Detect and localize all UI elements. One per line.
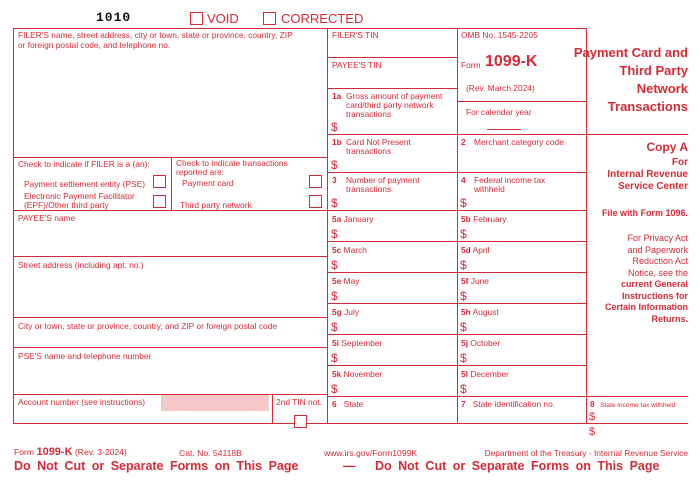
box1b-line: Card Not Present bbox=[346, 137, 411, 147]
month-field[interactable] bbox=[471, 258, 584, 271]
footer-warning-left: Do Not Cut or Separate Forms on This Page bbox=[14, 459, 299, 473]
payee-tin-label: PAYEE'S TIN bbox=[332, 60, 382, 70]
month-name: February bbox=[473, 214, 507, 224]
month-box-label bbox=[461, 277, 489, 286]
box4-dollar: $ bbox=[460, 196, 467, 210]
month-dollar: $ bbox=[331, 320, 338, 334]
month-num: 5a bbox=[332, 214, 342, 224]
box2-field[interactable] bbox=[460, 150, 584, 171]
box4-line: withheld bbox=[474, 184, 505, 194]
void-checkbox[interactable] bbox=[190, 12, 203, 25]
footer-dash: — bbox=[343, 459, 356, 473]
month-field[interactable] bbox=[342, 320, 455, 333]
month-num: 5k bbox=[332, 369, 342, 379]
month-box-label bbox=[332, 308, 359, 317]
box3-line: transactions bbox=[346, 184, 392, 194]
month-name: August bbox=[472, 307, 499, 317]
month-box-label bbox=[332, 277, 359, 286]
tin2-checkbox[interactable] bbox=[294, 415, 307, 428]
trans-check-line: Check to indicate transactions bbox=[176, 158, 288, 168]
footer-form-number: 1099-K bbox=[36, 446, 73, 458]
month-name: May bbox=[343, 276, 360, 286]
box7-label bbox=[461, 400, 555, 409]
copy-irs: Internal Revenue bbox=[607, 169, 688, 180]
box8-text: State income tax withheld bbox=[600, 402, 676, 409]
footer-warning-right: Do Not Cut or Separate Forms on This Page bbox=[375, 459, 660, 473]
month-box-label bbox=[332, 215, 373, 224]
month-dollar: $ bbox=[331, 289, 338, 303]
box1b-line: transactions bbox=[346, 146, 392, 156]
box1a-line: card/third party network bbox=[346, 100, 434, 110]
calendar-year-label: For calendar year bbox=[466, 107, 532, 117]
corrected-label: CORRECTED bbox=[281, 11, 364, 26]
pse-name-field[interactable] bbox=[14, 363, 326, 393]
month-name: December bbox=[470, 369, 509, 379]
box1a-line: transactions bbox=[346, 109, 392, 119]
month-box-label bbox=[332, 246, 367, 255]
month-field[interactable] bbox=[471, 382, 584, 395]
month-box-label bbox=[461, 370, 509, 379]
month-box-label bbox=[461, 246, 489, 255]
month-dollar: $ bbox=[460, 351, 467, 365]
month-num: 5j bbox=[461, 338, 468, 348]
box3-num: 3 bbox=[332, 175, 337, 185]
third-party-label: Third party network bbox=[180, 200, 252, 210]
box8-dollar-2: $ bbox=[589, 426, 596, 438]
month-field[interactable] bbox=[342, 382, 455, 395]
month-name: July bbox=[344, 307, 360, 317]
box6-label bbox=[332, 400, 363, 409]
city-field[interactable] bbox=[14, 333, 326, 346]
month-dollar: $ bbox=[331, 258, 338, 272]
month-box-label bbox=[461, 215, 507, 224]
copy-notice-bold: current General bbox=[620, 279, 688, 289]
omb-number: OMB No. 1545-2205 bbox=[461, 30, 538, 40]
form-number: 1099-K bbox=[485, 53, 538, 70]
month-name: March bbox=[343, 245, 367, 255]
box1a-num: 1a bbox=[332, 91, 342, 101]
box3-label bbox=[346, 176, 420, 194]
month-name: January bbox=[343, 214, 374, 224]
copy-file: File with Form 1096. bbox=[601, 208, 688, 218]
box2-num: 2 bbox=[461, 137, 466, 147]
void-label: VOID bbox=[207, 11, 239, 26]
box4-field[interactable] bbox=[471, 196, 584, 209]
tin2-label: 2nd TIN not. bbox=[276, 397, 322, 407]
corrected-checkbox[interactable] bbox=[263, 12, 276, 25]
box1b-dollar: $ bbox=[331, 158, 338, 172]
form-title bbox=[530, 44, 688, 116]
state-id-field[interactable] bbox=[458, 410, 585, 422]
revision-label: (Rev. March 2024) bbox=[466, 83, 535, 93]
copy-notice: For Privacy Act bbox=[627, 233, 688, 243]
month-field[interactable] bbox=[342, 227, 455, 240]
month-num: 5d bbox=[461, 245, 471, 255]
state-tax-field-2[interactable] bbox=[599, 425, 687, 437]
pse-label: Payment settlement entity (PSE) bbox=[24, 179, 146, 189]
account-label: Account number (see instructions) bbox=[18, 397, 146, 407]
street-field[interactable] bbox=[14, 272, 326, 316]
pse-name-label: PSE'S name and telephone number bbox=[18, 351, 152, 361]
month-dollar: $ bbox=[331, 227, 338, 241]
filer-label-2: or foreign postal code, and telephone no. bbox=[18, 40, 171, 50]
footer-revision: (Rev. 3-2024) bbox=[74, 447, 127, 457]
calendar-year-field[interactable] bbox=[487, 118, 521, 129]
month-field[interactable] bbox=[471, 227, 584, 240]
state-tax-divider bbox=[599, 423, 688, 424]
epf-checkbox[interactable] bbox=[153, 195, 166, 208]
box3-number bbox=[332, 176, 337, 185]
pse-checkbox[interactable] bbox=[153, 175, 166, 188]
month-name: September bbox=[341, 338, 383, 348]
month-num: 5e bbox=[332, 276, 342, 286]
month-dollar: $ bbox=[460, 258, 467, 272]
epf-line: Electronic Payment Facilitator bbox=[24, 191, 135, 201]
box4-number bbox=[461, 176, 466, 185]
copy-notice: Notice, see the bbox=[627, 267, 688, 278]
month-name: November bbox=[343, 369, 383, 379]
title-line: Transactions bbox=[607, 99, 688, 114]
state-field[interactable] bbox=[328, 410, 456, 422]
box2-label: Merchant category code bbox=[474, 137, 564, 147]
third-party-checkbox[interactable] bbox=[309, 195, 322, 208]
box1a-dollar: $ bbox=[331, 120, 338, 134]
month-name: April bbox=[472, 245, 490, 255]
title-line: Network bbox=[636, 81, 688, 96]
box6-num: 6 bbox=[332, 399, 337, 409]
month-dollar: $ bbox=[460, 382, 467, 396]
month-box-label bbox=[461, 308, 499, 317]
month-num: 5h bbox=[461, 307, 471, 317]
month-field[interactable] bbox=[471, 320, 584, 333]
filer-tin-field[interactable] bbox=[328, 42, 456, 56]
month-num: 5g bbox=[332, 307, 342, 317]
month-box-label bbox=[461, 339, 500, 348]
month-dollar: $ bbox=[331, 351, 338, 365]
box7-num: 7 bbox=[461, 399, 466, 409]
trans-check-label bbox=[176, 159, 288, 177]
month-box-label bbox=[332, 339, 382, 348]
street-label: Street address (including apt. no.) bbox=[18, 260, 144, 270]
epf-label bbox=[24, 192, 135, 210]
box1a-line: Gross amount of payment bbox=[346, 91, 443, 101]
month-num: 5f bbox=[461, 276, 469, 286]
box8-label bbox=[590, 400, 675, 410]
box1b-num: 1b bbox=[332, 137, 342, 147]
form-code: 1010 bbox=[96, 10, 132, 25]
box3-dollar: $ bbox=[331, 196, 338, 210]
box3-field[interactable] bbox=[342, 196, 455, 209]
copy-notice: and Paperwork bbox=[627, 244, 688, 255]
filer-check-label: Check to indicate if FILER is a (an): bbox=[18, 159, 150, 169]
copy-title: Copy A bbox=[646, 140, 688, 154]
box1b-field[interactable] bbox=[342, 158, 455, 171]
month-num: 5b bbox=[461, 214, 471, 224]
box4-label bbox=[474, 176, 545, 194]
month-dollar: $ bbox=[460, 289, 467, 303]
footer-form-id bbox=[14, 446, 127, 458]
box8-dollar: $ bbox=[589, 411, 596, 423]
payment-card-label: Payment card bbox=[182, 178, 234, 188]
month-field[interactable] bbox=[342, 258, 455, 271]
payee-name-field[interactable] bbox=[14, 225, 326, 255]
payment-card-checkbox[interactable] bbox=[309, 175, 322, 188]
form-word: Form bbox=[461, 60, 481, 70]
payee-name-label: PAYEE'S name bbox=[18, 213, 76, 223]
month-num: 5l bbox=[461, 369, 468, 379]
box3-line: Number of payment bbox=[346, 175, 420, 185]
payee-tin-field[interactable] bbox=[328, 72, 456, 87]
footer-url[interactable]: www.irs.gov/Form1099K bbox=[324, 448, 418, 458]
copy-notice: Reduction Act bbox=[632, 256, 688, 266]
footer-dept: Department of the Treasury - Internal Revenue Service bbox=[484, 448, 688, 458]
box6-text: State bbox=[343, 399, 364, 409]
month-field[interactable] bbox=[342, 289, 455, 302]
month-box-label bbox=[332, 370, 382, 379]
month-dollar: $ bbox=[460, 227, 467, 241]
copy-block bbox=[589, 140, 688, 325]
box2-number bbox=[461, 138, 466, 147]
box1a-label bbox=[346, 92, 442, 119]
month-dollar: $ bbox=[331, 382, 338, 396]
footer-form-prefix: Form bbox=[14, 447, 35, 457]
month-field[interactable] bbox=[342, 351, 455, 364]
box1b-number bbox=[332, 138, 342, 147]
copy-notice-bold: Instructions for bbox=[621, 290, 688, 301]
box1b-label bbox=[346, 138, 411, 156]
box7-text: State identification no. bbox=[472, 399, 556, 409]
copy-notice-bold: Returns. bbox=[651, 313, 688, 324]
box1a-number bbox=[332, 92, 341, 101]
city-label: City or town, state or province, country, and ZIP or foreign postal code bbox=[18, 321, 277, 331]
copy-for: For bbox=[671, 157, 688, 168]
box8-num: 8 bbox=[590, 399, 595, 409]
footer-cat-no: Cat. No. 54118B bbox=[179, 448, 242, 458]
filer-tin-label: FILER'S TIN bbox=[332, 30, 379, 40]
month-field[interactable] bbox=[471, 351, 584, 364]
state-tax-field[interactable] bbox=[599, 410, 687, 422]
copy-irs: Service Center bbox=[617, 181, 688, 192]
title-line: Payment Card and bbox=[573, 45, 688, 60]
month-name: June bbox=[470, 276, 489, 286]
month-name: October bbox=[470, 338, 501, 348]
account-field[interactable] bbox=[161, 395, 269, 411]
month-field[interactable] bbox=[471, 289, 584, 302]
box1a-field[interactable] bbox=[342, 120, 455, 133]
filer-info-field[interactable] bbox=[14, 52, 326, 156]
box4-line: Federal income tax bbox=[474, 175, 546, 185]
month-num: 5i bbox=[332, 338, 339, 348]
month-dollar: $ bbox=[460, 320, 467, 334]
copy-notice-bold: Certain Information bbox=[604, 302, 688, 312]
box4-num: 4 bbox=[461, 175, 466, 185]
month-num: 5c bbox=[332, 245, 342, 255]
title-line: Third Party bbox=[619, 63, 688, 78]
trans-check-line: reported are: bbox=[176, 167, 224, 177]
filer-label: FILER'S name, street address, city or town, state or province, country, ZIP bbox=[18, 30, 293, 40]
epf-line: (EPF)/Other third party bbox=[24, 200, 109, 210]
